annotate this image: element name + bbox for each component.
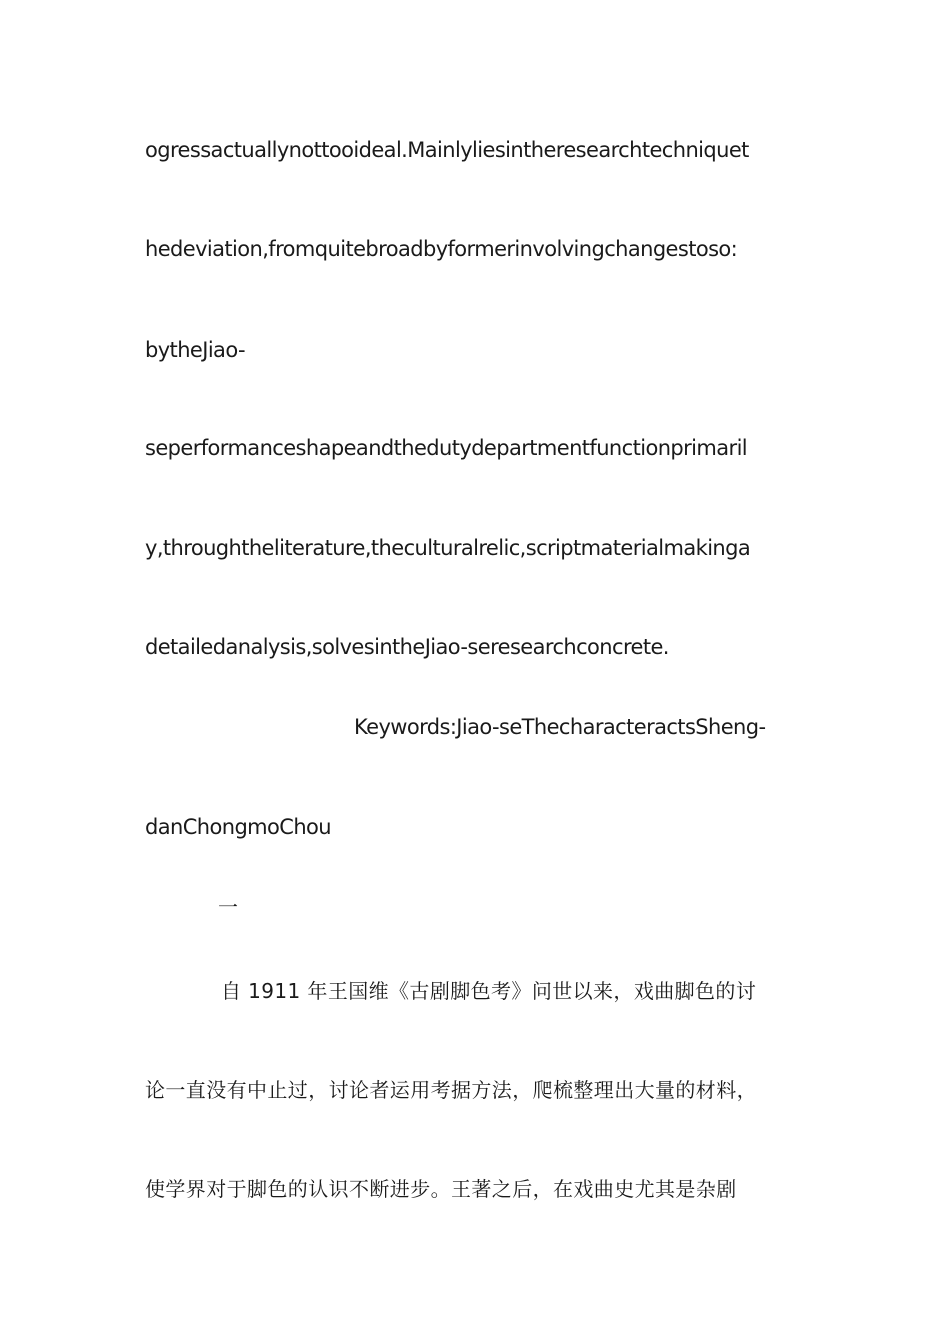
chinese-line-2: 论一直没有中止过，讨论者运用考据方法，爬梳整理出大量的材料， [145,1078,757,1102]
abstract-line-2: hedeviation,fromquitebroadbyformerinvolvingchangestoso: [145,237,738,261]
chinese-line-1: 自 1911 年王国维《古剧脚色考》问世以来，戏曲脚色的讨 [221,979,757,1003]
abstract-line-5: y,throughtheliterature,theculturalrelic,scriptmaterialmakinga [145,536,751,560]
abstract-line-4: seperformanceshapeandthedutydepartmentfunctionprimaril [145,436,748,460]
keywords-line-2: danChongmoChou [145,815,332,839]
abstract-line-6: detailedanalysis,solvesintheJiao-seresearchconcrete. [145,635,669,659]
abstract-line-3: bytheJiao- [145,338,245,362]
section-number: 一 [218,895,239,919]
abstract-line-1: ogressactuallynottooideal.Mainlyliesintheresearchtechniquet [145,138,749,162]
keywords-line-1: Keywords:Jiao-seThecharacteractsSheng- [354,715,766,739]
chinese-line-3: 使学界对于脚色的认识不断进步。王著之后，在戏曲史尤其是杂剧 [145,1177,737,1201]
